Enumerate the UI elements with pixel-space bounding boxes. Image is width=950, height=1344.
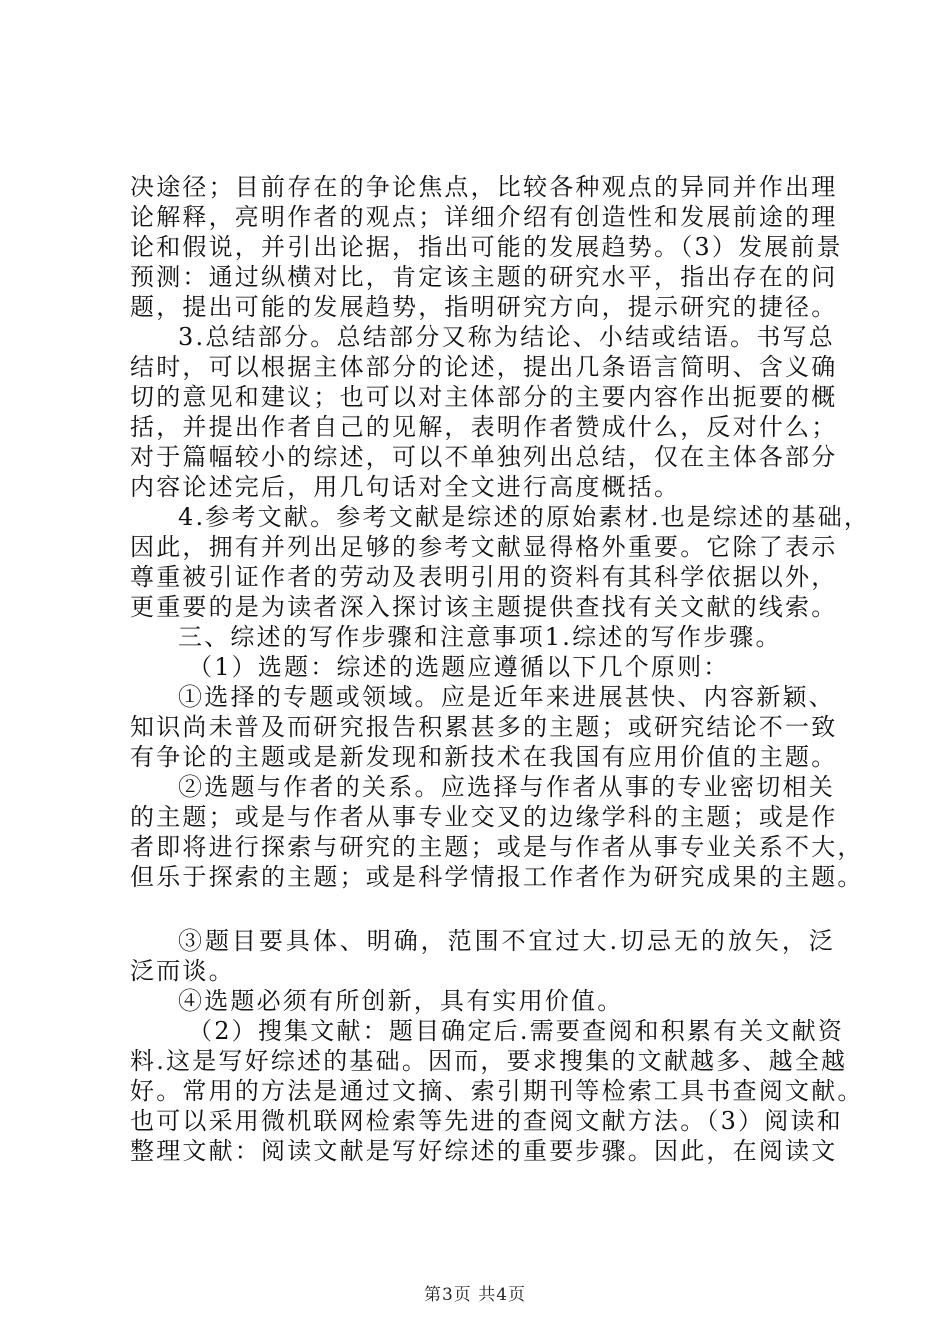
- text-line: ①选择的专题或领域。应是近年来进展甚快、内容新颖、: [178, 683, 835, 711]
- text-line: 论解释，亮明作者的观点；详细介绍有创造性和发展前途的理: [130, 203, 838, 231]
- text-line: 对于篇幅较小的综述，可以不单独列出总结，仅在主体各部分: [130, 443, 838, 471]
- text-line: ②选题与作者的关系。应选择与作者从事的专业密切相关: [178, 773, 835, 801]
- text-line: 也可以采用微机联网检索等先进的查阅文献方法。（3）阅读和: [130, 1107, 843, 1135]
- text-line: 预测：通过纵横对比，肯定该主题的研究水平，指出存在的问: [130, 263, 838, 291]
- text-line: 尊重被引证作者的劳动及表明引用的资料有其科学依据以外，: [130, 563, 838, 591]
- text-line: 论和假说，并引出论据，指出可能的发展趋势。（3）发展前景: [130, 233, 843, 261]
- text-line: 题，提出可能的发展趋势，指明研究方向，提示研究的捷径。: [130, 293, 838, 321]
- text-line: 括，并提出作者自己的见解，表明作者赞成什么，反对什么；: [130, 413, 838, 441]
- page-footer: [0, 1284, 950, 1306]
- text-line: 料.这是写好综述的基础。因而，要求搜集的文献越多、越全越: [130, 1047, 848, 1075]
- text-line: 结时，可以根据主体部分的论述，提出几条语言简明、含义确: [130, 353, 838, 381]
- paragraph-gap: [130, 892, 835, 926]
- text-line: （2）搜集文献：题目确定后.需要查阅和积累有关文献资: [188, 1017, 845, 1045]
- text-line: 者即将进行探索与研究的主题；或是与作者从事专业关系不大，: [130, 833, 864, 861]
- text-line: 更重要的是为读者深入探讨该主题提供查找有关文献的线索。: [130, 593, 838, 621]
- text-line: （1）选题：综述的选题应遵循以下几个原则：: [188, 653, 730, 681]
- text-line: ③题目要具体、明确，范围不宜过大.切忌无的放矢，泛: [178, 927, 835, 955]
- text-line: ④选题必须有所创新，具有实用价值。: [178, 987, 624, 1015]
- text-line: 知识尚未普及而研究报告积累甚多的主题；或研究结论不一致: [130, 713, 838, 741]
- text-line: 3.总结部分。总结部分又称为结论、小结或结语。书写总: [178, 323, 835, 351]
- text-line: 泛而谈。: [130, 957, 235, 985]
- text-line: 内容论述完后，用几句话对全文进行高度概括。: [130, 473, 681, 501]
- section-heading: 三、综述的写作步骤和注意事项1.综述的写作步骤。: [178, 623, 782, 651]
- text-line: 因此，拥有并列出足够的参考文献显得格外重要。它除了表示: [130, 533, 838, 561]
- text-line: 决途径；目前存在的争论焦点，比较各种观点的异同并作出理: [130, 173, 838, 201]
- document-body: [130, 172, 871, 1166]
- text-line: 有争论的主题或是新发现和新技术在我国有应用价值的主题。: [130, 743, 838, 771]
- text-line: 好。常用的方法是通过文摘、索引期刊等检索工具书查阅文献。: [130, 1077, 864, 1105]
- text-line: 4.参考文献。参考文献是综述的原始素材.也是综述的基础，: [178, 503, 871, 531]
- page-number-label: 第3页 共4页: [423, 1285, 527, 1305]
- text-line: 但乐于探索的主题；或是科学情报工作者作为研究成果的主题。: [130, 863, 864, 891]
- text-line: 整理文献：阅读文献是写好综述的重要步骤。因此，在阅读文: [130, 1137, 838, 1165]
- text-line: 切的意见和建议；也可以对主体部分的主要内容作出扼要的概: [130, 383, 838, 411]
- text-line: 的主题；或是与作者从事专业交叉的边缘学科的主题；或是作: [130, 803, 838, 831]
